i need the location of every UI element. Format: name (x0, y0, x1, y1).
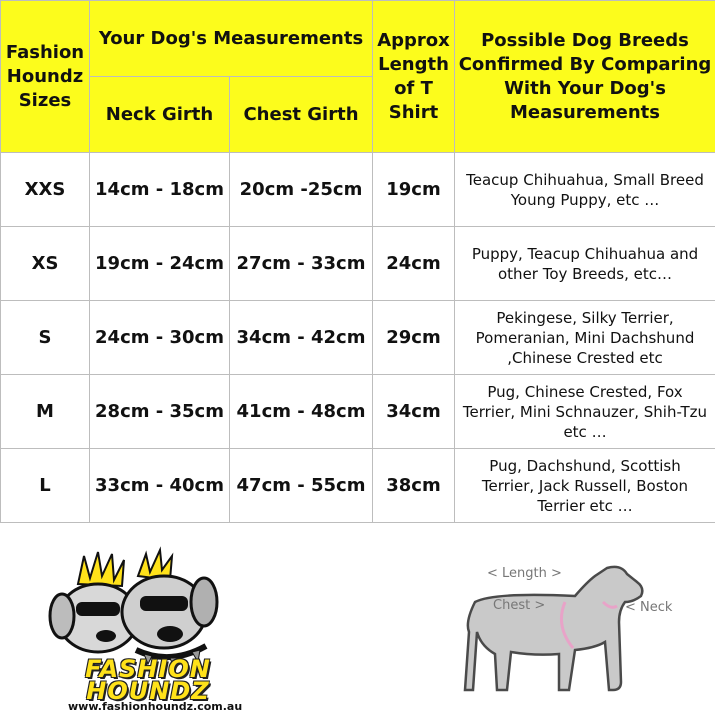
length-cell: 38cm (373, 449, 455, 523)
measurement-diagram (455, 562, 695, 712)
length-column-header: Approx Length of T Shirt (373, 1, 455, 153)
length-cell: 34cm (373, 375, 455, 449)
chest-cell: 41cm - 48cm (230, 375, 373, 449)
length-cell: 19cm (373, 153, 455, 227)
dog-silhouette-icon (455, 562, 695, 712)
size-cell: XS (1, 227, 90, 301)
size-cell: XXS (1, 153, 90, 227)
neck-cell: 19cm - 24cm (90, 227, 230, 301)
table-row (1, 449, 715, 523)
neck-label: < Neck (625, 600, 672, 615)
bottom-panel (0, 526, 715, 713)
brand-wordmark (48, 658, 248, 702)
website-url: www.fashionhoundz.com.au (68, 700, 242, 713)
breeds-cell: Puppy, Teacup Chihuahua and other Toy Breeds, etc… (455, 227, 715, 301)
neck-cell: 33cm - 40cm (90, 449, 230, 523)
neck-cell: 14cm - 18cm (90, 153, 230, 227)
brand-line-2: HOUNDZ (48, 680, 248, 702)
table-row (1, 227, 715, 301)
length-label: < Length > (487, 566, 562, 581)
fashion-houndz-logo (20, 546, 245, 714)
breeds-column-header: Possible Dog Breeds Confirmed By Comparing With Your Dog's Measurements (455, 1, 715, 153)
table-row (1, 301, 715, 375)
neck-cell: 28cm - 35cm (90, 375, 230, 449)
neck-column-header: Neck Girth (90, 77, 230, 153)
chest-column-header: Chest Girth (230, 77, 373, 153)
brand-line-1: FASHION (48, 658, 248, 680)
size-column-header: Fashion Houndz Sizes (1, 1, 90, 153)
length-cell: 29cm (373, 301, 455, 375)
chest-label: Chest > (493, 598, 545, 613)
chest-cell: 27cm - 33cm (230, 227, 373, 301)
length-cell: 24cm (373, 227, 455, 301)
chest-cell: 20cm -25cm (230, 153, 373, 227)
size-cell: M (1, 375, 90, 449)
breeds-cell: Pug, Chinese Crested, Fox Terrier, Mini Schnauzer, Shih-Tzu etc … (455, 375, 715, 449)
breeds-cell: Pekingese, Silky Terrier, Pomeranian, Mini Dachshund ,Chinese Crested etc (455, 301, 715, 375)
size-cell: S (1, 301, 90, 375)
breeds-cell: Pug, Dachshund, Scottish Terrier, Jack Russell, Boston Terrier etc … (455, 449, 715, 523)
table-row (1, 375, 715, 449)
neck-cell: 24cm - 30cm (90, 301, 230, 375)
table-row (1, 153, 715, 227)
measurements-group-header: Your Dog's Measurements (90, 1, 373, 77)
size-cell: L (1, 449, 90, 523)
breeds-cell: Teacup Chihuahua, Small Breed Young Puppy, etc … (455, 153, 715, 227)
chest-cell: 47cm - 55cm (230, 449, 373, 523)
cartoon-dogs-logo-icon (20, 546, 245, 666)
chest-cell: 34cm - 42cm (230, 301, 373, 375)
